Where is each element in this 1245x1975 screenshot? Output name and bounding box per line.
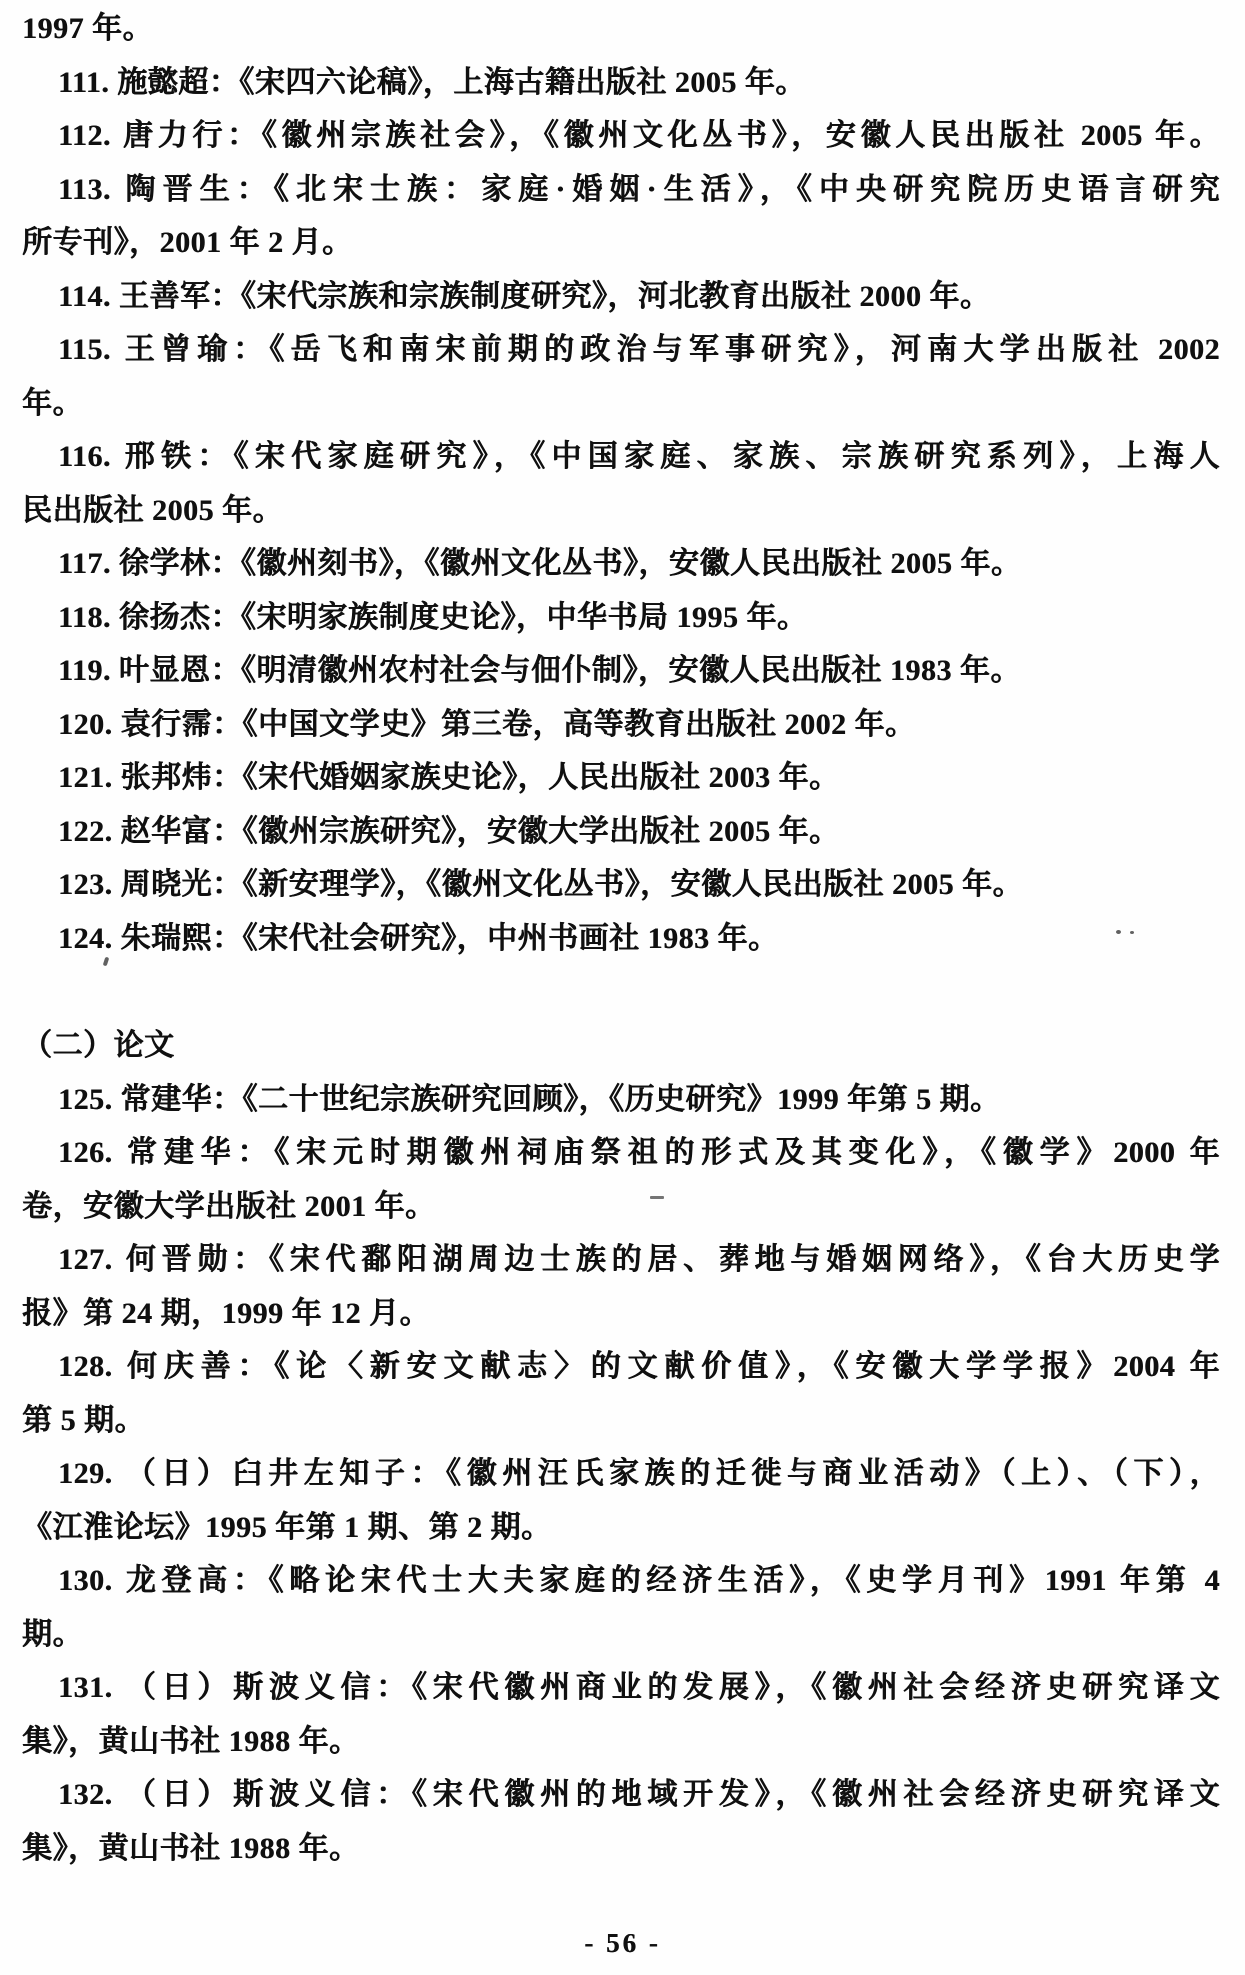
bibliography-line: 129. （日）臼井左知子：《徽州汪氏家族的迁徙与商业活动》（上）、（下），	[58, 1457, 1220, 1490]
bibliography-line: 131. （日）斯波义信：《宋代徽州商业的发展》，《徽州社会经济史研究译文	[58, 1671, 1220, 1704]
bibliography-line: 《江淮论坛》1995 年第 1 期、第 2 期。	[22, 1510, 552, 1544]
bibliography-line: 115. 王曾瑜：《岳飞和南宋前期的政治与军事研究》，河南大学出版社 2002	[58, 333, 1220, 366]
scan-artifact	[650, 1196, 664, 1199]
bibliography-line: 1997 年。	[22, 12, 153, 45]
bibliography-line: 130. 龙登高：《略论宋代士大夫家庭的经济生活》，《史学月刊》1991 年第 4	[58, 1564, 1220, 1597]
bibliography-line: 所专刊》，2001 年 2 月。	[22, 226, 353, 259]
bibliography-line: 113. 陶晋生：《北宋士族：家庭·婚姻·生活》，《中央研究院历史语言研究	[58, 172, 1220, 206]
bibliography-line: 民出版社 2005 年。	[22, 493, 283, 527]
bibliography-line: 124. 朱瑞熙：《宋代社会研究》，中州书画社 1983 年。	[58, 921, 779, 955]
scan-artifact	[1130, 931, 1134, 934]
bibliography-line: 120. 袁行霈：《中国文学史》第三卷，高等教育出版社 2002 年。	[58, 707, 916, 741]
bibliography-line: 119. 叶显恩：《明清徽州农村社会与佃仆制》，安徽人民出版社 1983 年。	[58, 654, 1021, 687]
bibliography-line: 112. 唐力行：《徽州宗族社会》，《徽州文化丛书》，安徽人民出版社 2005 年。	[58, 119, 1220, 152]
bibliography-line: 114. 王善军：《宋代宗族和宗族制度研究》，河北教育出版社 2000 年。	[58, 279, 991, 313]
bibliography-line: 121. 张邦炜：《宋代婚姻家族史论》，人民出版社 2003 年。	[58, 761, 840, 794]
bibliography-line: 报》第 24 期，1999 年 12 月。	[22, 1296, 430, 1330]
bibliography-line: 128. 何庆善：《论〈新安文献志〉的文献价值》，《安徽大学学报》2004 年	[58, 1350, 1220, 1383]
bibliography-line: 111. 施懿超：《宋四六论稿》，上海古籍出版社 2005 年。	[58, 65, 806, 99]
bibliography-line: 127. 何晋勋：《宋代鄱阳湖周边士族的居、葬地与婚姻网络》，《台大历史学	[58, 1243, 1220, 1276]
bibliography-line: 期。	[22, 1617, 83, 1651]
bibliography-line: 117. 徐学林：《徽州刻书》，《徽州文化丛书》，安徽人民出版社 2005 年。	[58, 547, 1022, 580]
bibliography-line: 123. 周晓光：《新安理学》，《徽州文化丛书》，安徽人民出版社 2005 年。	[58, 868, 1023, 901]
bibliography-line: 集》，黄山书社 1988 年。	[22, 1831, 360, 1865]
bibliography-line: 125. 常建华：《二十世纪宗族研究回顾》，《历史研究》1999 年第 5 期。	[58, 1082, 1001, 1116]
section-heading: （二）论文	[22, 1029, 175, 1062]
bibliography-line: 126. 常建华：《宋元时期徽州祠庙祭祖的形式及其变化》，《徽学》2000 年	[58, 1136, 1220, 1169]
scan-artifact	[1116, 930, 1121, 934]
bibliography-list	[22, 2, 1220, 1875]
bibliography-line: 第 5 期。	[22, 1403, 145, 1437]
bibliography-line: 122. 赵华富：《徽州宗族研究》，安徽大学出版社 2005 年。	[58, 814, 840, 848]
bibliography-line: 集》，黄山书社 1988 年。	[22, 1724, 360, 1758]
bibliography-line: 卷，安徽大学出版社 2001 年。	[22, 1189, 436, 1223]
bibliography-line: 116. 邢铁：《宋代家庭研究》，《中国家庭、家族、宗族研究系列》，上海人	[58, 440, 1220, 473]
bibliography-line: 118. 徐扬杰：《宋明家族制度史论》，中华书局 1995 年。	[58, 600, 808, 634]
bibliography-line: 132. （日）斯波义信：《宋代徽州的地域开发》，《徽州社会经济史研究译文	[58, 1778, 1220, 1811]
bibliography-line: 年。	[22, 386, 83, 420]
page-number: - 56 -	[584, 1928, 661, 1958]
